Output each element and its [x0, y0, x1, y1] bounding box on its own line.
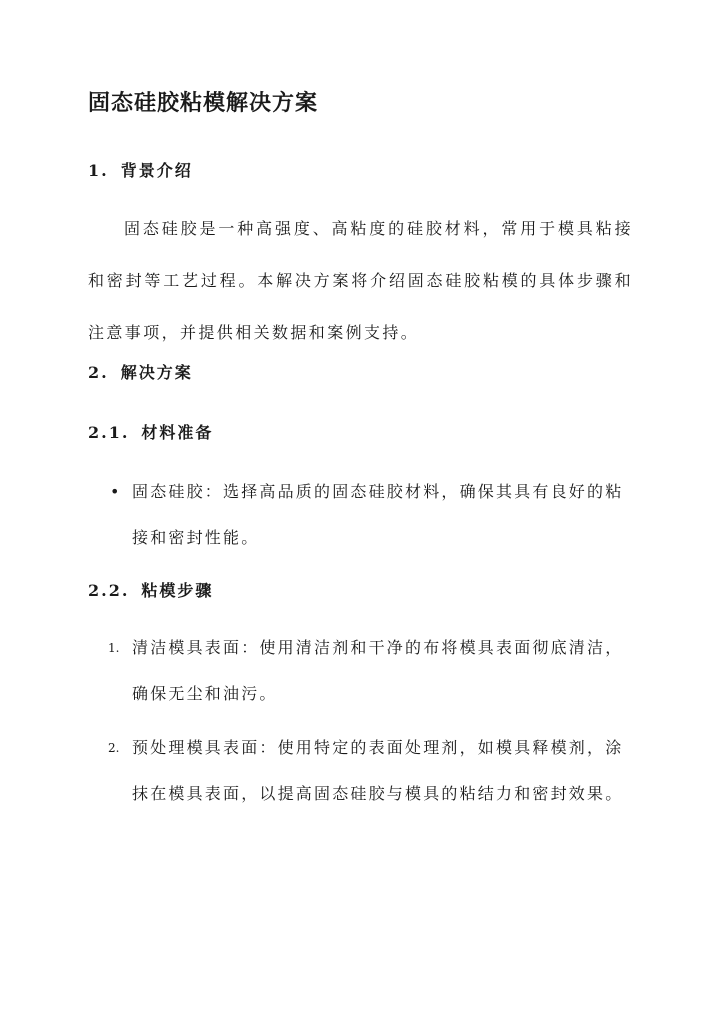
bullet-marker: • [110, 482, 120, 501]
subsection-title: 粘模步骤 [141, 581, 214, 600]
section-heading-background [88, 158, 193, 181]
subsection-title: 材料准备 [141, 423, 214, 442]
background-paragraph: 固态硅胶是一种高强度、高粘度的硅胶材料，常用于模具粘接和密封等工艺过程。本解决方案将介绍固态硅胶粘模的具体步骤和注意事项，并提供相关数据和案例支持。 [88, 219, 633, 342]
subsection-number: 2.1. [88, 423, 130, 442]
list-item [88, 634, 633, 717]
list-item [88, 734, 633, 817]
subsection-heading-steps [88, 578, 213, 601]
document-title: 固态硅胶粘模解决方案 [88, 90, 319, 116]
step-number: 2. [108, 741, 120, 755]
step-number: 1. [108, 641, 120, 655]
list-item [88, 478, 633, 561]
section-heading-solution [88, 360, 193, 383]
list-item-text: 固态硅胶：选择高品质的固态硅胶材料，确保其具有良好的粘接和密封性能。 [132, 482, 624, 547]
list-item-text: 预处理模具表面：使用特定的表面处理剂，如模具释模剂，涂抹在模具表面，以提高固态硅胶与模具的粘结力和密封效果。 [132, 738, 624, 803]
subsection-heading-materials [88, 420, 213, 443]
list-item-text: 清洁模具表面：使用清洁剂和干净的布将模具表面彻底清洁，确保无尘和油污。 [132, 638, 624, 703]
section-number: 1. [88, 161, 109, 180]
subsection-number: 2.2. [88, 581, 130, 600]
section-title: 背景介绍 [120, 161, 193, 180]
section-title: 解决方案 [120, 363, 193, 382]
section-number: 2. [88, 363, 109, 382]
